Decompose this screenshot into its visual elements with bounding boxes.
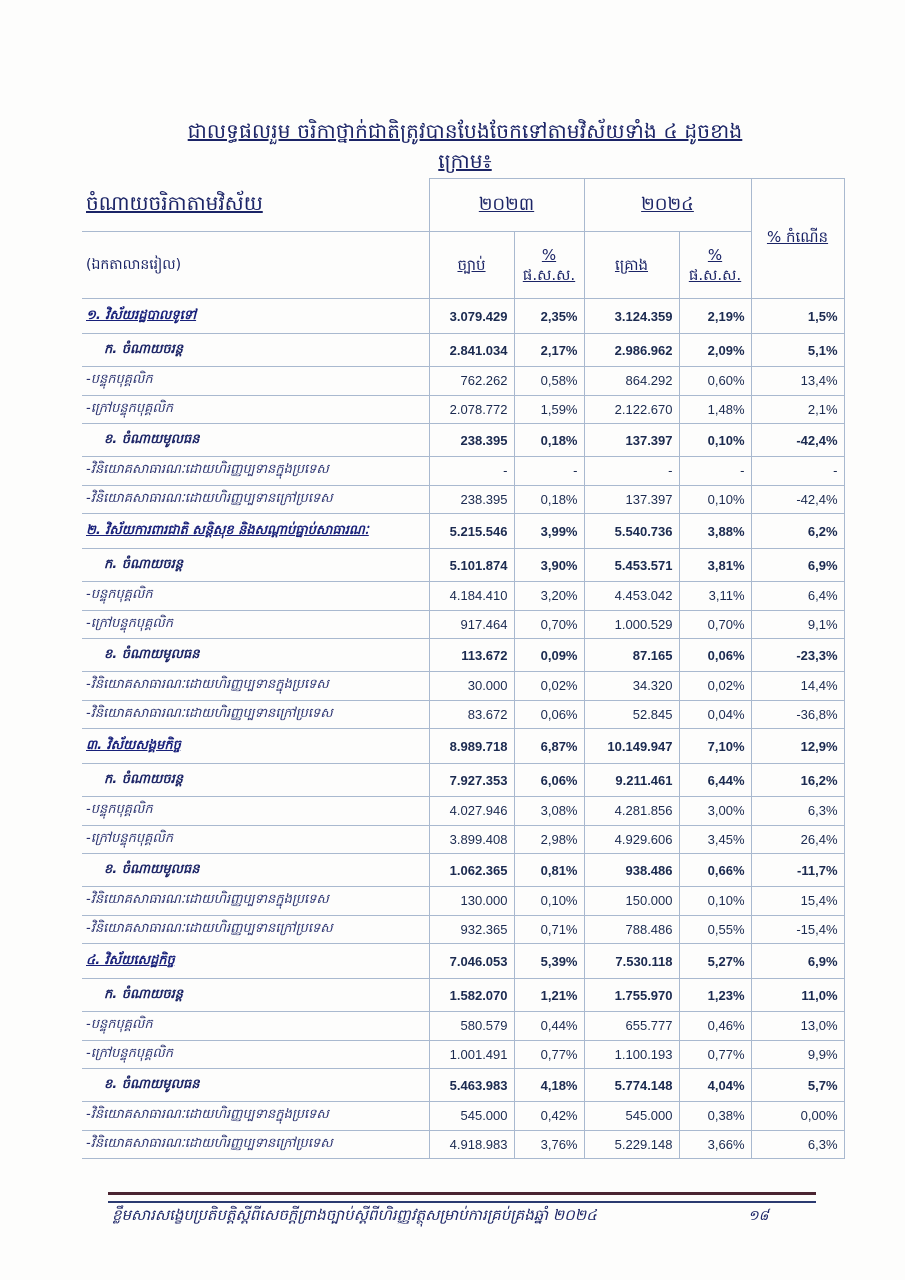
pct-gdp-2024: 0,06% [679,639,751,672]
pct-gdp-2024: 0,60% [679,367,751,396]
page-title: ជាលទ្ធផលរួម ចរិកាថ្នាក់ជាតិត្រូវបានបែងចែកទៅតាមវិស័យទាំង ៤ ដូចខាងក្រោម៖ [187,119,743,173]
table-row-sector [82,514,844,549]
pct-gdp-2023: 6,87% [514,729,584,764]
pct-gdp-2024: 0,66% [679,854,751,887]
value-2024-plan: 4.929.606 [584,825,679,854]
value-2024-plan: 545.000 [584,1102,679,1131]
table-row-item [82,610,844,639]
pct-gdp-2024: 0,10% [679,424,751,457]
value-2024-plan: 938.486 [584,854,679,887]
footer-text: ខ្លឹមសារសង្ខេបប្រតិបត្តិស្តីពីសេចក្តីព្រាងច្បាប់ស្តីពីហិរញ្ញវត្ថុសម្រាប់ការគ្រប់គ្រងឆ្នាំ ២០២៤ [112,1206,597,1224]
pct-gdp-2024: 0,02% [679,672,751,701]
growth-pct: 16,2% [751,764,844,797]
growth-pct: -11,7% [751,854,844,887]
value-2024-plan: 52.845 [584,700,679,729]
value-2024-plan: 1.000.529 [584,610,679,639]
growth-pct: 6,4% [751,582,844,611]
pct-gdp-2023: 0,77% [514,1040,584,1069]
row-label: ក. ចំណាយចរន្ត [82,549,429,582]
row-label: ២. វិស័យការពារជាតិ សន្តិសុខ និងសណ្តាប់ធ្នាប់សាធារណៈ [82,514,429,549]
value-2023-law: - [429,457,514,486]
growth-pct: -36,8% [751,700,844,729]
header-pct-gdp-2024: % ផ.ស.ស. [679,232,751,299]
value-2024-plan: 655.777 [584,1012,679,1041]
table-row-item [82,672,844,701]
row-label: -វិនិយោគសាធារណៈដោយហិរញ្ញប្បទានក្នុងប្រទេស [82,672,429,701]
pct-gdp-2024: 3,45% [679,825,751,854]
growth-pct: 12,9% [751,729,844,764]
pct-gdp-2024: 3,11% [679,582,751,611]
row-label: ក. ចំណាយចរន្ត [82,764,429,797]
pct-gdp-2024: 1,23% [679,979,751,1012]
pct-gdp-2024: 6,44% [679,764,751,797]
pct-gdp-2024: 2,09% [679,334,751,367]
growth-pct: 5,7% [751,1069,844,1102]
table-row-item [82,797,844,826]
table-row-item [82,395,844,424]
table-row-item [82,1012,844,1041]
row-label: ខ. ចំណាយមូលធន [82,424,429,457]
growth-pct: 9,1% [751,610,844,639]
value-2023-law: 4.184.410 [429,582,514,611]
table-row-category [82,764,844,797]
table-row-item [82,700,844,729]
value-2024-plan: 2.122.670 [584,395,679,424]
pct-gdp-2024: 1,48% [679,395,751,424]
pct-gdp-2023: 2,35% [514,299,584,334]
table-row-category [82,424,844,457]
value-2023-law: 130.000 [429,887,514,916]
pct-gdp-2023: 0,70% [514,610,584,639]
row-label: -បន្ទុកបុគ្គលិក [82,367,429,396]
growth-pct: - [751,457,844,486]
value-2024-plan: 1.100.193 [584,1040,679,1069]
table-row-sector [82,299,844,334]
pct-gdp-2024: 3,00% [679,797,751,826]
value-2024-plan: 2.986.962 [584,334,679,367]
table-row-item [82,582,844,611]
value-2023-law: 5.101.874 [429,549,514,582]
pct-gdp-2023: 3,90% [514,549,584,582]
table-row-category [82,639,844,672]
table-row-item [82,367,844,396]
row-label: ៣. វិស័យសង្គមកិច្ច [82,729,429,764]
row-label: ក. ចំណាយចរន្ត [82,979,429,1012]
value-2024-plan: 87.165 [584,639,679,672]
row-label: -វិនិយោគសាធារណៈដោយហិរញ្ញប្បទានក្នុងប្រទេស [82,1102,429,1131]
header-unit: (ឯកតាលានរៀល) [86,257,182,273]
value-2024-plan: 864.292 [584,367,679,396]
header-main-cell [82,179,429,232]
value-2023-law: 83.672 [429,700,514,729]
pct-gdp-2024: 0,04% [679,700,751,729]
table-row-category [82,854,844,887]
table-row-sector [82,944,844,979]
table-row-category [82,1069,844,1102]
table-row-item [82,485,844,514]
row-label: -វិនិយោគសាធារណៈដោយហិរញ្ញប្បទានក្រៅប្រទេស [82,485,429,514]
table-row-item [82,825,844,854]
value-2023-law: 2.841.034 [429,334,514,367]
value-2023-law: 8.989.718 [429,729,514,764]
header-main: ចំណាយចរិកាតាមវិស័យ [86,190,263,215]
pct-gdp-2024: 5,27% [679,944,751,979]
pct-gdp-2024: 3,88% [679,514,751,549]
table-row-category [82,334,844,367]
header-plan-2024: គ្រោង [584,232,679,299]
value-2023-law: 30.000 [429,672,514,701]
table-row-item [82,915,844,944]
growth-pct: -42,4% [751,424,844,457]
value-2023-law: 1.001.491 [429,1040,514,1069]
row-label: ៤. វិស័យសេដ្ឋកិច្ច [82,944,429,979]
pct-gdp-2024: 3,81% [679,549,751,582]
row-label: -វិនិយោគសាធារណៈដោយហិរញ្ញប្បទានក្រៅប្រទេស [82,1130,429,1159]
value-2023-law: 113.672 [429,639,514,672]
pct-gdp-2023: 5,39% [514,944,584,979]
value-2023-law: 1.582.070 [429,979,514,1012]
pct-gdp-2024: 0,55% [679,915,751,944]
growth-pct: 26,4% [751,825,844,854]
pct-gdp-2023: 2,17% [514,334,584,367]
value-2023-law: 762.262 [429,367,514,396]
row-label: ខ. ចំណាយមូលធន [82,639,429,672]
pct-gdp-2023: 0,44% [514,1012,584,1041]
value-2023-law: 3.079.429 [429,299,514,334]
value-2024-plan: 5.229.148 [584,1130,679,1159]
pct-gdp-2023: 6,06% [514,764,584,797]
value-2024-plan: 788.486 [584,915,679,944]
pct-gdp-2024: 0,38% [679,1102,751,1131]
value-2024-plan: 137.397 [584,485,679,514]
pct-gdp-2024: 0,10% [679,485,751,514]
growth-pct: 6,9% [751,944,844,979]
header-unit-cell [82,232,429,299]
pct-gdp-2024: 3,66% [679,1130,751,1159]
pct-gdp-2023: 0,42% [514,1102,584,1131]
row-label: ក. ចំណាយចរន្ត [82,334,429,367]
pct-gdp-2023: 4,18% [514,1069,584,1102]
value-2024-plan: 5.453.571 [584,549,679,582]
pct-gdp-2024: 0,10% [679,887,751,916]
pct-gdp-2023: 0,09% [514,639,584,672]
growth-pct: 9,9% [751,1040,844,1069]
growth-pct: 15,4% [751,887,844,916]
growth-pct: 14,4% [751,672,844,701]
pct-gdp-2023: 2,98% [514,825,584,854]
pct-gdp-2023: 0,81% [514,854,584,887]
growth-pct: -42,4% [751,485,844,514]
value-2024-plan: 34.320 [584,672,679,701]
value-2023-law: 932.365 [429,915,514,944]
value-2023-law: 7.927.353 [429,764,514,797]
value-2024-plan: 3.124.359 [584,299,679,334]
growth-pct: 6,2% [751,514,844,549]
growth-pct: -23,3% [751,639,844,672]
value-2024-plan: 4.453.042 [584,582,679,611]
row-label: ខ. ចំណាយមូលធន [82,1069,429,1102]
growth-pct: 6,3% [751,1130,844,1159]
row-label: ខ. ចំណាយមូលធន [82,854,429,887]
row-label: -ក្រៅបន្ទុកបុគ្គលិក [82,1040,429,1069]
pct-gdp-2023: 0,10% [514,887,584,916]
header-year-2023: ២០២៣ [429,179,584,232]
pct-gdp-2023: 3,08% [514,797,584,826]
row-label: -ក្រៅបន្ទុកបុគ្គលិក [82,610,429,639]
value-2023-law: 4.027.946 [429,797,514,826]
pct-gdp-2023: 3,99% [514,514,584,549]
pct-gdp-2023: - [514,457,584,486]
pct-gdp-2023: 0,06% [514,700,584,729]
header-growth: % កំណើន [751,179,844,299]
table-row-sector [82,729,844,764]
value-2024-plan: 150.000 [584,887,679,916]
value-2024-plan: 5.774.148 [584,1069,679,1102]
growth-pct: 1,5% [751,299,844,334]
growth-pct: -15,4% [751,915,844,944]
value-2023-law: 917.464 [429,610,514,639]
pct-gdp-2023: 1,21% [514,979,584,1012]
growth-pct: 13,4% [751,367,844,396]
value-2024-plan: 10.149.947 [584,729,679,764]
header-law-2023: ច្បាប់ [429,232,514,299]
growth-pct: 11,0% [751,979,844,1012]
table-row-category [82,549,844,582]
value-2023-law: 7.046.053 [429,944,514,979]
value-2023-law: 580.579 [429,1012,514,1041]
growth-pct: 0,00% [751,1102,844,1131]
table-row-item [82,1102,844,1131]
value-2024-plan: 1.755.970 [584,979,679,1012]
growth-pct: 2,1% [751,395,844,424]
header-pct-gdp-2023: % ផ.ស.ស. [514,232,584,299]
pct-gdp-2024: 0,77% [679,1040,751,1069]
pct-gdp-2023: 0,02% [514,672,584,701]
pct-gdp-2024: 2,19% [679,299,751,334]
row-label: -បន្ទុកបុគ្គលិក [82,1012,429,1041]
header-row-years [82,179,844,232]
table-row-item [82,887,844,916]
growth-pct: 5,1% [751,334,844,367]
value-2024-plan: 137.397 [584,424,679,457]
pct-gdp-2023: 3,76% [514,1130,584,1159]
row-label: -វិនិយោគសាធារណៈដោយហិរញ្ញប្បទានក្រៅប្រទេស [82,700,429,729]
value-2023-law: 1.062.365 [429,854,514,887]
value-2023-law: 5.215.546 [429,514,514,549]
table-row-item [82,1040,844,1069]
pct-gdp-2024: 4,04% [679,1069,751,1102]
row-label: -វិនិយោគសាធារណៈដោយហិរញ្ញប្បទានក្នុងប្រទេស [82,457,429,486]
row-label: -ក្រៅបន្ទុកបុគ្គលិក [82,825,429,854]
budget-by-sector-table [82,178,845,1159]
value-2024-plan: 7.530.118 [584,944,679,979]
pct-gdp-2023: 0,18% [514,424,584,457]
row-label: -បន្ទុកបុគ្គលិក [82,582,429,611]
row-label: -បន្ទុកបុគ្គលិក [82,797,429,826]
value-2024-plan: 4.281.856 [584,797,679,826]
value-2024-plan: 5.540.736 [584,514,679,549]
pct-gdp-2024: 7,10% [679,729,751,764]
value-2023-law: 4.918.983 [429,1130,514,1159]
value-2023-law: 2.078.772 [429,395,514,424]
pct-gdp-2023: 1,59% [514,395,584,424]
pct-gdp-2024: - [679,457,751,486]
value-2023-law: 238.395 [429,424,514,457]
pct-gdp-2023: 0,18% [514,485,584,514]
header-year-2024: ២០២៤ [584,179,751,232]
row-label: -វិនិយោគសាធារណៈដោយហិរញ្ញប្បទានក្រៅប្រទេស [82,915,429,944]
value-2023-law: 238.395 [429,485,514,514]
table-row-category [82,979,844,1012]
pct-gdp-2023: 0,58% [514,367,584,396]
row-label: -ក្រៅបន្ទុកបុគ្គលិក [82,395,429,424]
growth-pct: 6,9% [751,549,844,582]
value-2023-law: 5.463.983 [429,1069,514,1102]
pct-gdp-2023: 3,20% [514,582,584,611]
table-row-item [82,457,844,486]
footer-divider [108,1192,816,1203]
value-2023-law: 3.899.408 [429,825,514,854]
pct-gdp-2024: 0,46% [679,1012,751,1041]
growth-pct: 13,0% [751,1012,844,1041]
table-body [82,299,844,1159]
page-number: ១៨ [748,1208,769,1224]
row-label: -វិនិយោគសាធារណៈដោយហិរញ្ញប្បទានក្នុងប្រទេស [82,887,429,916]
row-label: ១. វិស័យរដ្ឋបាលទូទៅ [82,299,429,334]
value-2023-law: 545.000 [429,1102,514,1131]
value-2024-plan: - [584,457,679,486]
header-row-columns [82,232,844,299]
pct-gdp-2023: 0,71% [514,915,584,944]
pct-gdp-2024: 0,70% [679,610,751,639]
growth-pct: 6,3% [751,797,844,826]
value-2024-plan: 9.211.461 [584,764,679,797]
table-row-item [82,1130,844,1159]
